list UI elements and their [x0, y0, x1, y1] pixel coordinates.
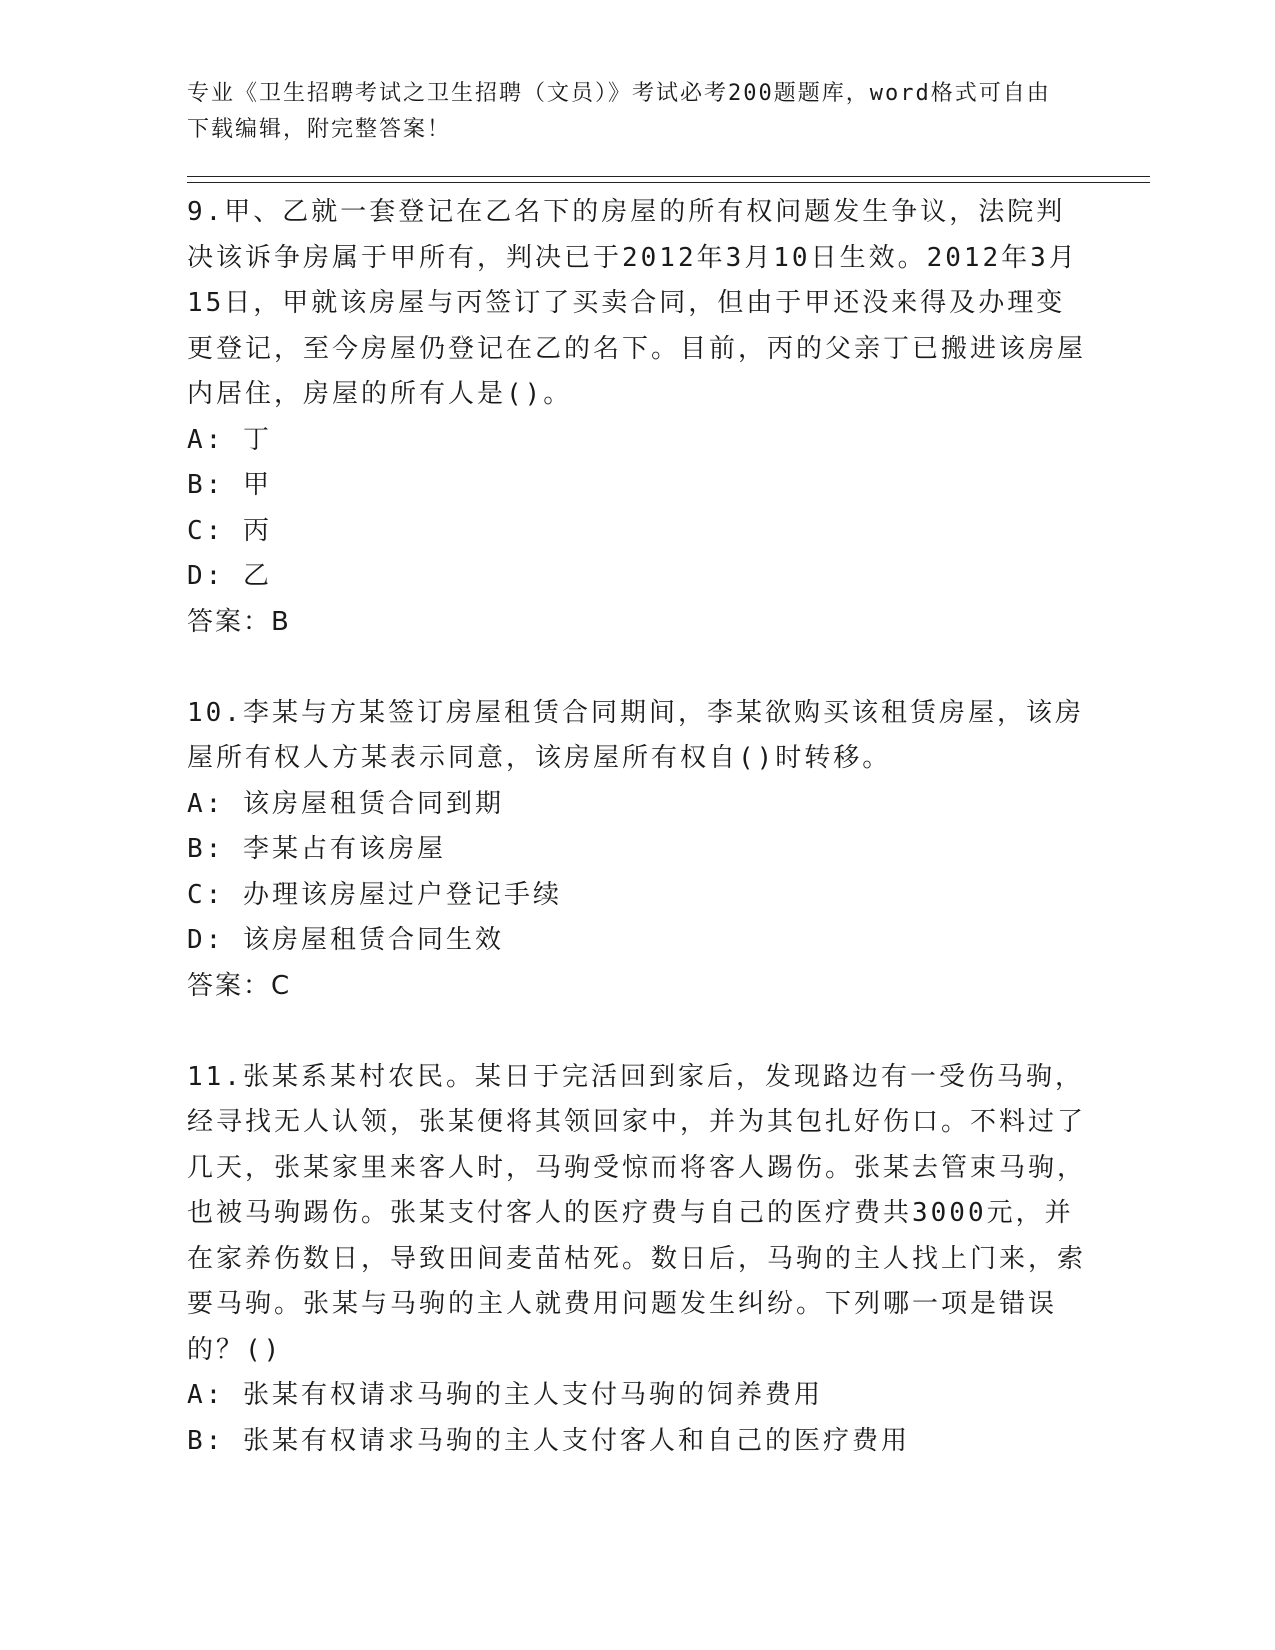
option-c: C: 丙 [187, 515, 272, 546]
question-10 [187, 691, 1087, 1055]
question-stem: 10.李某与方某签订房屋租赁合同期间，李某欲购买该租赁房屋，该房屋所有权人方某表示同意，该房屋所有权自()时转移。 [187, 697, 1084, 773]
question-11 [187, 1055, 1087, 1465]
question-stem: 9.甲、乙就一套登记在乙名下的房屋的所有权问题发生争议，法院判决该诉争房属于甲所有，判决已于2012年3月10日生效。2012年3月15日，甲就该房屋与丙签订了买卖合同，但由于甲还没来得及办理变更登记，至今房屋仍登记在乙的名下。目前，丙的父亲丁已搬进该房屋内居住，房屋的所有人是()。 [187, 197, 1087, 409]
document-header: 专业《卫生招聘考试之卫生招聘（文员）》考试必考200题题库，word格式可自由下载编辑，附完整答案！ [187, 81, 1051, 142]
header-rule-top [187, 176, 1150, 177]
option-b: B: 李某占有该房屋 [187, 834, 446, 864]
option-b: B: 张某有权请求马驹的主人支付客人和自己的医疗费用 [187, 1425, 910, 1456]
option-b: B: 甲 [187, 470, 272, 500]
option-a: A: 该房屋租赁合同到期 [187, 788, 504, 819]
answer-line: 答案：B [187, 606, 291, 637]
option-d: D: 乙 [187, 561, 272, 591]
option-c: C: 办理该房屋过户登记手续 [187, 879, 562, 910]
header-rule-bottom [187, 182, 1150, 183]
question-9 [187, 190, 1087, 691]
option-a: A: 张某有权请求马驹的主人支付马驹的饲养费用 [187, 1380, 823, 1410]
option-d: D: 该房屋租赁合同生效 [187, 925, 504, 955]
answer-line: 答案：C [187, 970, 292, 1001]
question-stem: 11.张某系某村农民。某日于完活回到家后，发现路边有一受伤马驹，经寻找无人认领，张某便将其领回家中，并为其包扎好伤口。不料过了几天，张某家里来客人时，马驹受惊而将客人踢伤。张某去管束马驹，也被马驹踢伤。张某支付客人的医疗费与自己的医疗费共3000元，并在家养伤数日，导致田间麦苗枯死。数日后，马驹的主人找上门来，索要马驹。张某与马驹的主人就费用问题发生纠纷。下列哪一项是错误的？() [187, 1061, 1087, 1365]
option-a: A: 丁 [187, 424, 272, 455]
question-list [187, 190, 1087, 1464]
